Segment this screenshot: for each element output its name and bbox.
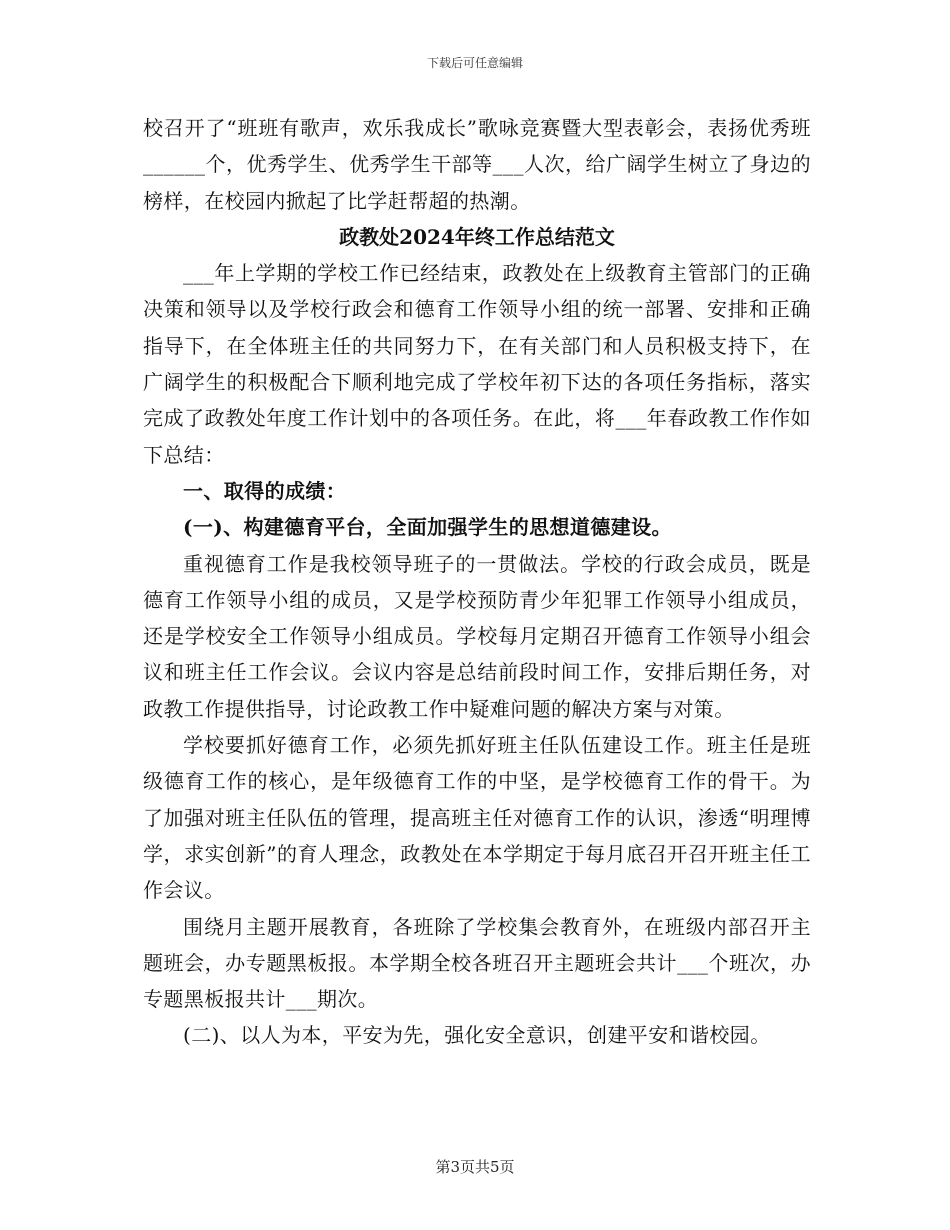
document-title: 政教处2024年终工作总结范文 [339,224,615,249]
subsection-heading-safety: (二)、以人为本，平安为先，强化安全意识，创建平安和谐校园。 [183,1023,771,1048]
page-header-note: 下载后可任意编辑 [426,56,523,70]
paragraph-moral-leadership: 重视德育工作是我校领导班子的一贯做法。学校的行政会成员，既是德育工作领导小组的成员，又是学校预防青少年犯罪工作领导小组成员，还是学校安全工作领导小组成员。学校每月定期召开德育工作领导小组会议和班主任工作会议。会议内容是总结前段时间工作，安排后期任务，对政教工作提供指导，讨论政教工作中疑难问题的解决方案与对策。 [143,551,811,721]
subsection-heading-moral-platform: (一)、构建德育平台，全面加强学生的思想道德建设。 [183,515,672,540]
document-body [143,110,811,1054]
paragraph-opening: ___年上学期的学校工作已经结束，政教处在上级教育主管部门的正确决策和领导以及学校行政会和德育工作领导小组的统一部署、安排和正确指导下，在全体班主任的共同努力下，在有关部门和人员积极支持下，在广阔学生的积极配合下顺利地完成了学校年初下达的各项任务指标，落实完成了政教处年度工作计划中的各项任务。在此，将___年春政教工作作如下总结： [143,261,811,467]
paragraph-head-teachers: 学校要抓好德育工作，必须先抓好班主任队伍建设工作。班主任是班级德育工作的核心，是年级德育工作的中坚，是学校德育工作的骨干。为了加强对班主任队伍的管理，提高班主任对德育工作的认识，渗透“明理博学，求实创新”的育人理念，政教处在本学期定于每月底召开召开班主任工作会议。 [143,733,811,903]
section-heading-achievements: 一、取得的成绩： [183,478,347,503]
intro-paragraph: 校召开了“班班有歌声，欢乐我成长”歌咏竞赛暨大型表彰会，表扬优秀班______个，优秀学生、优秀学生干部等___人次，给广阔学生树立了身边的榜样，在校园内掀起了比学赶帮超的热潮。 [143,116,811,213]
page-number-footer: 第3页共5页 [435,1158,515,1176]
paragraph-monthly-theme: 围绕月主题开展教育，各班除了学校集会教育外，在班级内部召开主题班会，办专题黑板报。本学期全校各班召开主题班会共计___个班次，办专题黑板报共计___期次。 [143,914,811,1012]
